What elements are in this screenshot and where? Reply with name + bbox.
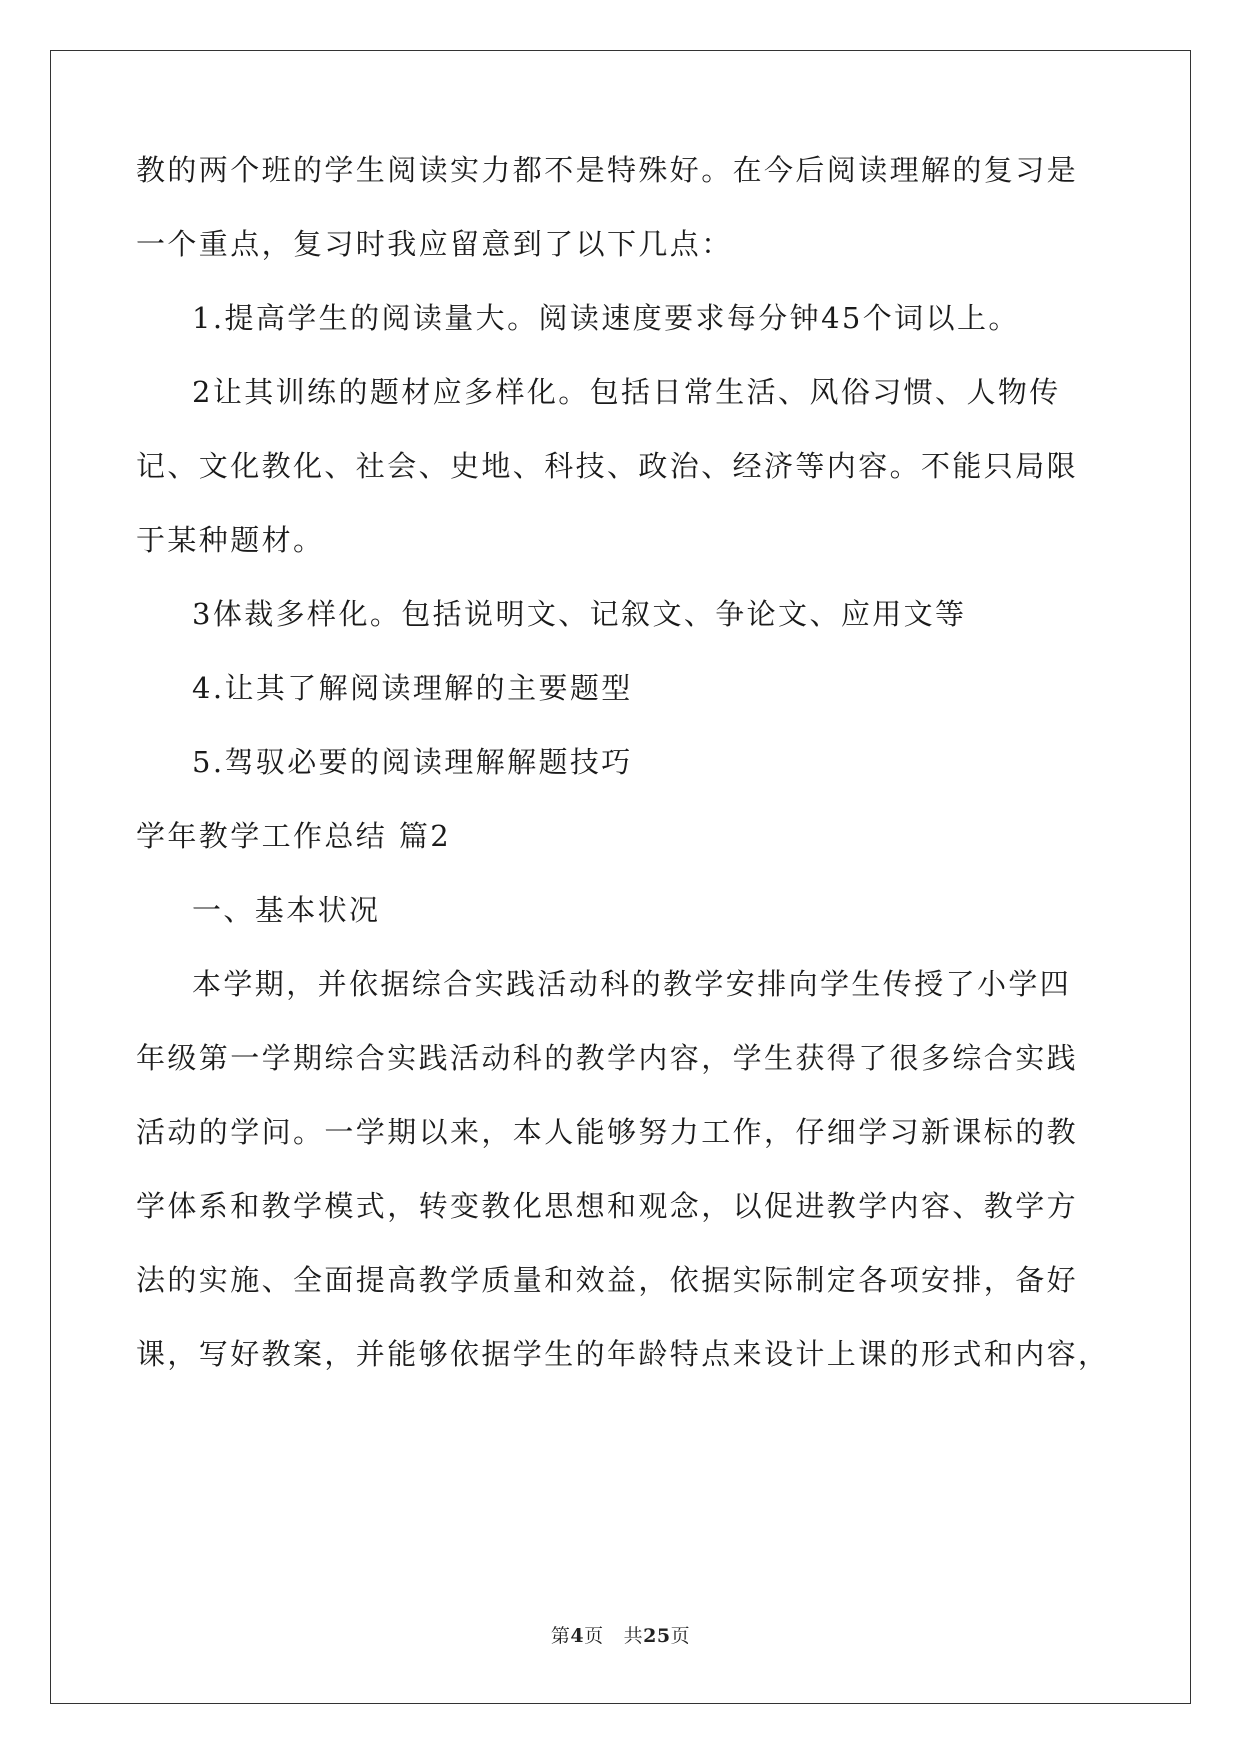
page-number: 4 — [570, 1625, 585, 1647]
body-line-1: 教的两个班的学生阅读实力都不是特殊好。在今后阅读理解的复习是 — [136, 153, 1079, 187]
body-line-16: 法的实施、全面提高教学质量和效益，依据实际制定各项安排，备好 — [136, 1263, 1079, 1297]
page-prefix: 第 — [550, 1625, 571, 1647]
body-line-2: 一个重点，复习时我应留意到了以下几点： — [136, 227, 733, 261]
page-footer — [0, 1624, 1241, 1648]
body-line-14: 活动的学问。一学期以来，本人能够努力工作，仔细学习新课标的教 — [136, 1115, 1079, 1149]
page-suffix: 页 — [584, 1625, 604, 1647]
total-prefix: 共 — [623, 1625, 644, 1647]
section-heading: 学年教学工作总结 篇2 — [136, 819, 452, 853]
list-item-4: 4.让其了解阅读理解的主要题型 — [192, 671, 633, 705]
subsection-heading: 一、基本状况 — [192, 893, 381, 927]
list-item-2: 2让其训练的题材应多样化。包括日常生活、风俗习惯、人物传 — [192, 375, 1061, 409]
list-item-1: 1.提高学生的阅读量大。阅读速度要求每分钟45个词以上。 — [192, 301, 1020, 335]
body-line-15: 学体系和教学模式，转变教化思想和观念，以促进教学内容、教学方 — [136, 1189, 1079, 1223]
body-line-17: 课，写好教案，并能够依据学生的年龄特点来设计上课的形式和内容， — [136, 1337, 1110, 1371]
body-line-12: 本学期，并依据综合实践活动科的教学安排向学生传授了小学四 — [192, 967, 1072, 1001]
list-item-3: 3体裁多样化。包括说明文、记叙文、争论文、应用文等 — [192, 597, 967, 631]
body-line-6: 于某种题材。 — [136, 523, 325, 557]
total-pages: 25 — [643, 1625, 671, 1647]
page-border — [50, 50, 1191, 1704]
body-line-5: 记、文化教化、社会、史地、科技、政治、经济等内容。不能只局限 — [136, 449, 1079, 483]
body-line-13: 年级第一学期综合实践活动科的教学内容，学生获得了很多综合实践 — [136, 1041, 1079, 1075]
total-suffix: 页 — [670, 1625, 691, 1647]
list-item-5: 5.驾驭必要的阅读理解解题技巧 — [192, 745, 633, 779]
